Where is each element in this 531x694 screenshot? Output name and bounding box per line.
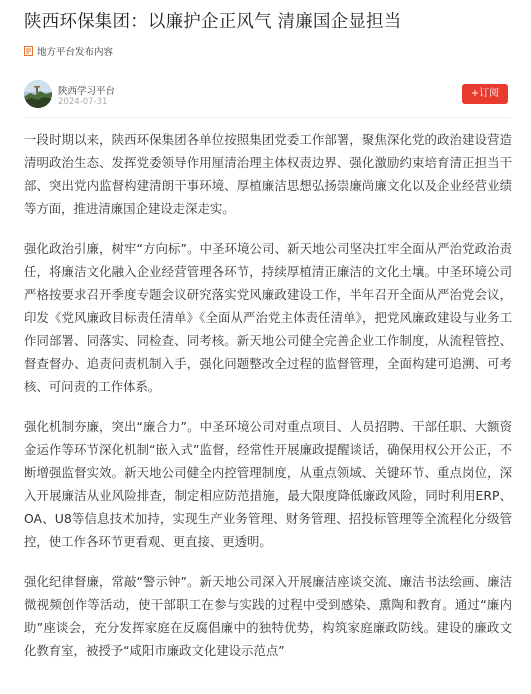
- source-line: [24, 44, 113, 58]
- article-title: 陕西环保集团：以廉护企正风气 清廉国企显担当: [24, 12, 402, 32]
- avatar[interactable]: [24, 80, 52, 108]
- divider: [24, 117, 510, 118]
- source-label: 地方平台发布内容: [37, 47, 114, 58]
- subscribe-button[interactable]: +订阅: [462, 84, 508, 104]
- avatar-image: [24, 80, 52, 108]
- paragraph: 一段时期以来，陕西环保集团各单位按照集团党委工作部署，聚焦深化党的政治建设营造清明政治生态、发挥党委领导作用厘清治理主体权责边界、强化激励约束培育清正担当干部、突出党内监督构建清朗干事环境、厚植廉洁思想弘扬崇廉尚廉文化以及企业经营业绩等方面，推进清廉国企建设走深走实。: [24, 132, 512, 216]
- paragraph: 强化政治引廉，树牢“方向标”。中圣环境公司、新天地公司坚决扛牢全面从严治党政治责任，将廉洁文化融入企业经营管理各环节，持续厚植清正廉洁的文化土壤。中圣环境公司严格按要求召开季度专题会议研究落实党风廉政建设工作，半年召开全面从严治党会议，印发《党风廉政目标责任清单》《全面从严治党主体责任清单》，把党风廉政建设与业务工作同部署、同落实、同检查、同考核。新天地公司健全完善企业工作制度，从流程管控、督查督办、追责问责机制入手，强化问题整改全过程的监督管理，全面构建可追溯、可考核、可问责的工作体系。: [24, 241, 512, 394]
- paragraph: 强化机制夯廉，突出“廉合力”。中圣环境公司对重点项目、人员招聘、干部任职、大额资金运作等环节深化机制“嵌入式”监督，经常性开展廉政提醒谈话，确保用权公开公正，不断增强监督实效。新天地公司健全内控管理制度，从重点领域、关键环节、重点岗位，深入开展廉洁从业风险排查，制定相应防范措施，最大限度降低廉政风险，同时利用ERP、OA、U8等信息技术加持，实现生产业务管理、财务管理、招投标管理等全流程化分级管控，使工作各环节更看观、更直接、更透明。: [24, 419, 512, 549]
- paragraph: 强化纪律督廉，常敲“警示钟”。新天地公司深入开展廉洁座谈交流、廉洁书法绘画、廉洁微视频创作等活动，使干部职工在参与实践的过程中受到感染、熏陶和教育。通过“廉内助”座谈会，充分发挥家庭在反腐倡廉中的独特优势，构筑家庭廉政防线。建设的廉政文化教育室，被授予“咸阳市廉政文化建设示范点”: [24, 574, 512, 658]
- author-bar: [24, 80, 510, 110]
- document-icon: [24, 46, 33, 56]
- article-body: [24, 128, 512, 679]
- publish-date: 2024-07-31: [58, 97, 108, 107]
- author-name[interactable]: 陕西学习平台: [58, 86, 116, 97]
